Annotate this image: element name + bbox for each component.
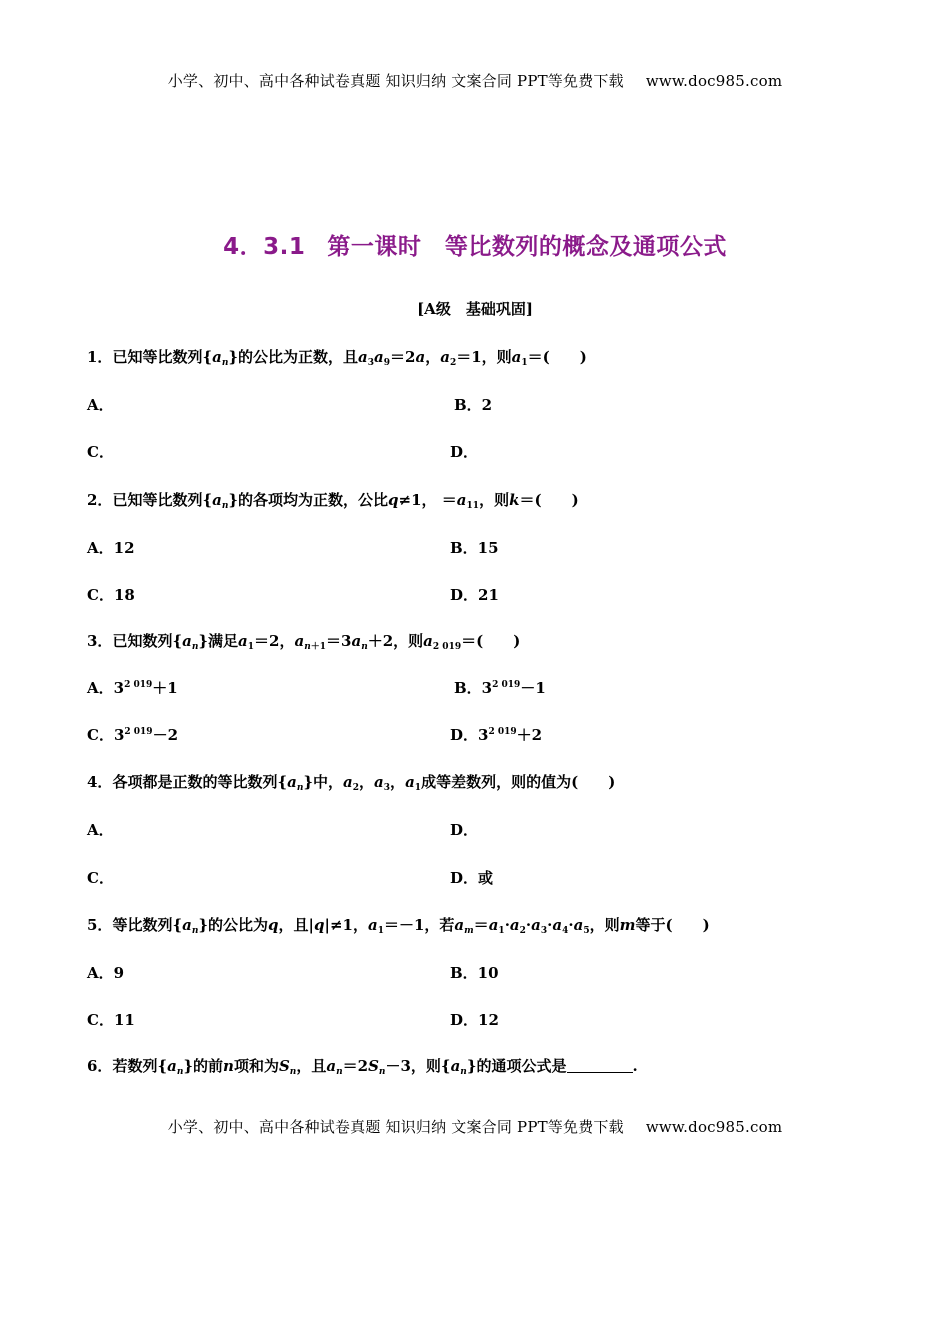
q5-option-b: B．10 xyxy=(450,964,499,982)
header-text: 小学、初中、高中各种试卷真题 知识归纳 文案合同 PPT等免费下载 xyxy=(167,72,624,90)
q2-option-d: D．21 xyxy=(450,586,499,604)
header-site: www.doc985.com xyxy=(645,72,783,90)
q3-option-b: B．$3^{2 019}-1$ xyxy=(454,679,546,697)
q4-option-a: A． xyxy=(87,821,114,839)
q4-option-c: C． xyxy=(87,869,114,887)
title-number: 4．3.1 xyxy=(223,234,306,260)
q4-option-d: D．或 xyxy=(450,869,494,887)
q5-option-a: A．9 xyxy=(87,964,125,982)
question-3: 3．已知数列$\{a_n\}$满足$a_1=2$，$a_{n+1}=3a_n+2$，则$a_{2 019}=$( ) xyxy=(87,632,521,652)
q3-option-a: A．$3^{2 019}+1$ xyxy=(87,679,178,697)
footer-site: www.doc985.com xyxy=(645,1118,783,1136)
section-level: [A级 基础巩固] xyxy=(417,300,533,318)
question-5: 5．等比数列$\{a_n\}$的公比为q，且|q|≠1，$a_1=-1$，若$a_m=a_1\cdot a_2\cdot a_3\cdot a_4\cdot a_5$，则m等于( ) xyxy=(87,916,710,936)
page-header xyxy=(0,70,950,91)
q1-option-c: C． xyxy=(87,443,114,461)
q3-option-c: C．$3^{2 019}-2$ xyxy=(87,726,179,744)
q3-option-d: D．$3^{2 019}+2$ xyxy=(450,726,543,744)
q1-option-b: B．2 xyxy=(454,396,493,414)
question-6: 6．若数列$\{a_n\}$的前n项和为$S_n$，且$a_n=2S_n-3$，则$\{a_n\}$的通项公式是 . xyxy=(87,1057,638,1077)
q4-option-b: D． xyxy=(450,821,479,839)
page-title xyxy=(0,228,950,261)
q2-option-c: C．18 xyxy=(87,586,135,604)
question-1: 1．已知等比数列$\{a_n\}$的公比为正数，且$a_3a_9=2a$，$a_2=1$，则$a_1=$( ) xyxy=(87,348,587,368)
q5-option-c: C．11 xyxy=(87,1011,135,1029)
answer-blank[interactable] xyxy=(567,1058,633,1073)
title-name: 第一课时 等比数列的概念及通项公式 xyxy=(327,234,727,260)
question-2: 2．已知等比数列$\{a_n\}$的各项均为正数，公比q≠1， $=a_{11}$，则k＝( ) xyxy=(87,491,579,511)
q1-option-d: D． xyxy=(450,443,479,461)
page-footer xyxy=(0,1116,950,1137)
q2-option-a: A．12 xyxy=(87,539,135,557)
q1-option-a: A． xyxy=(87,396,114,414)
q5-option-d: D．12 xyxy=(450,1011,499,1029)
footer-text: 小学、初中、高中各种试卷真题 知识归纳 文案合同 PPT等免费下载 xyxy=(167,1118,624,1136)
question-4: 4．各项都是正数的等比数列$\{a_n\}$中，$a_2$，$a_3$，$a_1$成等差数列，则的值为( ) xyxy=(87,773,616,793)
q2-option-b: B．15 xyxy=(450,539,499,557)
